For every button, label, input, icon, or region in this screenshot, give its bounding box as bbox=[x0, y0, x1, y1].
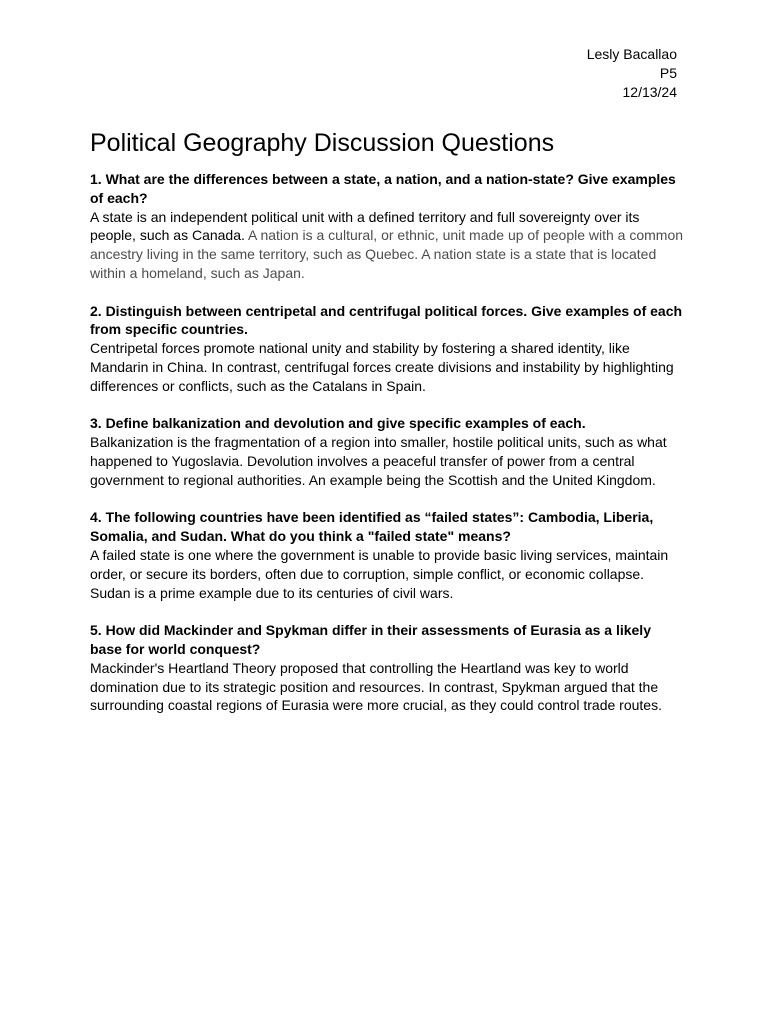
question-block-1 bbox=[90, 170, 685, 283]
class-period: P5 bbox=[659, 65, 677, 81]
question-2: 2. Distinguish between centripetal and centrifugal political forces. Give examples of each from specific countries. bbox=[90, 302, 683, 338]
student-name: Lesly Bacallao bbox=[586, 46, 677, 62]
question-1: 1. What are the differences between a state, a nation, and a nation-state? Give examples of each? bbox=[90, 171, 676, 206]
answer-1-part-2: A nation is a cultural, or ethnic, unit made up of people with a common ancestry living in the same territory, such as Quebec. A nation state is a state that is located within a homeland, such as Japan. bbox=[90, 227, 684, 281]
answer-3: Balkanization is the fragmentation of a region into smaller, hostile political units, such as what happened to Yugoslavia. Devolution involves a peaceful transfer of power from a central government to regional authorities. An example being the Scottish and the United Kingdom. bbox=[90, 434, 667, 488]
question-block-5 bbox=[90, 621, 685, 715]
student-header bbox=[587, 45, 677, 102]
document-date: 12/13/24 bbox=[622, 84, 677, 100]
question-4: 4. The following countries have been identified as “failed states”: Cambodia, Liberia, Somalia, and Sudan. What do you think a "failed state" means? bbox=[90, 509, 654, 545]
document-title: Political Geography Discussion Questions bbox=[90, 129, 555, 157]
question-block-4 bbox=[90, 508, 685, 602]
answer-1 bbox=[90, 208, 685, 283]
question-list bbox=[90, 170, 685, 734]
question-5: 5. How did Mackinder and Spykman differ in their assessments of Eurasia as a likely base for world conquest? bbox=[90, 622, 651, 657]
answer-2: Centripetal forces promote national unity and stability by fostering a shared identity, like Mandarin in China. In contrast, centrifugal forces create divisions and instability by highlighting differences or conflicts, such as the Catalans in Spain. bbox=[90, 340, 674, 394]
question-block-2 bbox=[90, 302, 685, 396]
answer-1-part-1: A state is an independent political unit with a defined territory and full sovereignty over its people, such as Canada. bbox=[90, 208, 640, 244]
question-block-3 bbox=[90, 414, 685, 489]
answer-5: Mackinder's Heartland Theory proposed that controlling the Heartland was key to world domination due to its strategic position and resources. In contrast, Spykman argued that the surrounding coastal regions of Eurasia were more crucial, as they could control trade routes. bbox=[90, 659, 662, 714]
answer-4: A failed state is one where the government is unable to provide basic living services, maintain order, or secure its borders, often due to corruption, simple conflict, or economic collapse. Sudan is a prime example due to its centuries of civil wars. bbox=[90, 546, 669, 601]
question-3: 3. Define balkanization and devolution and give specific examples of each. bbox=[90, 415, 586, 432]
